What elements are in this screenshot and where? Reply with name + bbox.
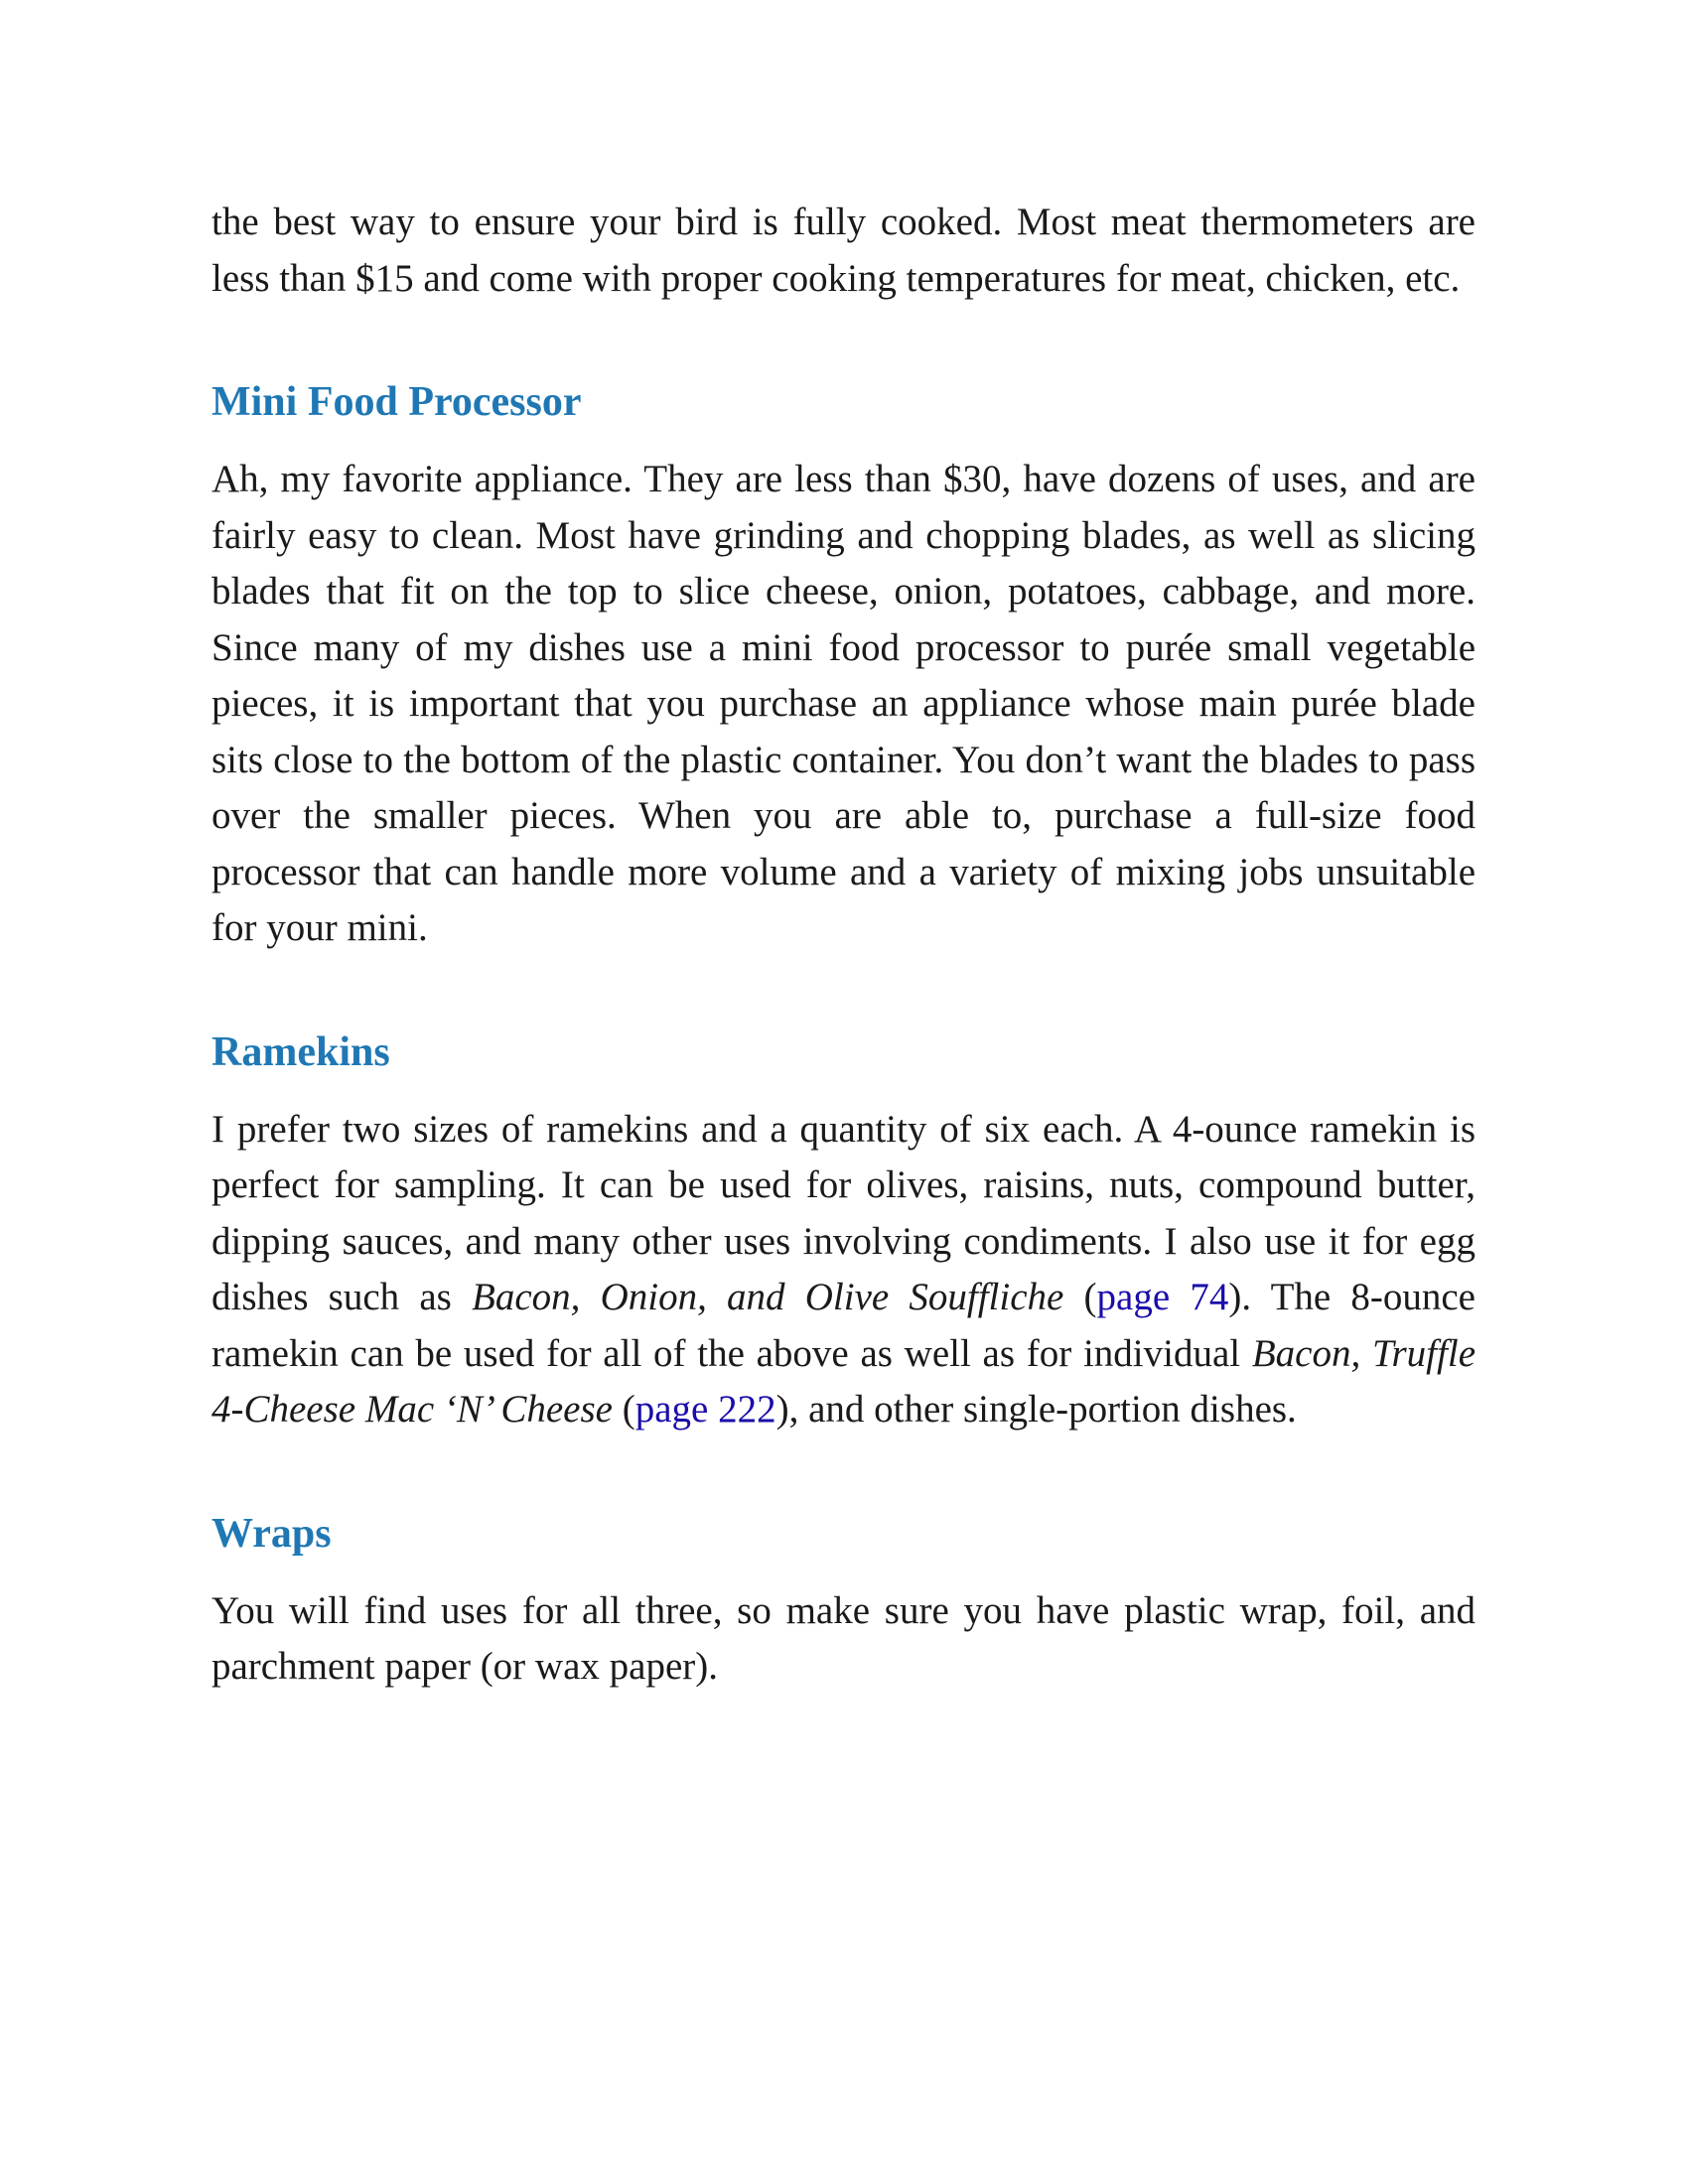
open-paren-1: ( — [1063, 1276, 1097, 1318]
heading-ramekins: Ramekins — [211, 1028, 390, 1075]
page-74-link[interactable]: page 74 — [1096, 1276, 1229, 1318]
wraps-paragraph: You will find uses for all three, so make sure you have plastic wrap, foil, and parchment paper (or wax paper). — [211, 1588, 1476, 1688]
page-content — [211, 195, 1476, 1696]
ramekins-text-1: I prefer two sizes of ramekins and a quantity of six each. A 4-ounce ramekin is perfect for sampling. It can be used for olives, raisins, nuts, compound butter, dipping sauces, and many other uses involving condiments. I also use it for egg dishes such as — [211, 1107, 1476, 1318]
heading-mini-food-processor: Mini Food Processor — [211, 379, 582, 425]
ramekins-text-3: ), and other single-portion dishes. — [775, 1388, 1297, 1431]
intro-paragraph: the best way to ensure your bird is fully cooked. Most meat thermometers are less than $15 and come with proper cooking temperatures for meat, chicken, etc. — [211, 201, 1476, 300]
open-paren-2: ( — [612, 1388, 635, 1431]
heading-wraps: Wraps — [211, 1510, 332, 1557]
page-222-link[interactable]: page 222 — [634, 1388, 776, 1431]
recipe-title-mac-n-cheese: Bacon, Truffle 4-Cheese Mac ‘N’ Cheese — [211, 1331, 1477, 1431]
ramekins-paragraph — [211, 1102, 1476, 1438]
ramekins-text-2: ). The 8-ounce ramekin can be used for all of the above as well as for individual — [211, 1276, 1476, 1375]
mini-food-processor-paragraph: Ah, my favorite appliance. They are less than $30, have dozens of uses, and are fairly easy to clean. Most have grinding and chopping blades, as well as slicing blades that fit on the top to slice cheese, onion, potatoes, cabbage, and more. Since many of my dishes use a mini food processor to purée small vegetable pieces, it is important that you purchase an appliance whose main purée blade sits close to the bottom of the plastic container. You don’t want the blades to pass over the smaller pieces. When you are able to, purchase a full-size food processor that can handle more volume and a variety of mixing jobs unsuitable for your mini. — [211, 458, 1476, 949]
recipe-title-souffliche: Bacon, Onion, and Olive Souffliche — [472, 1276, 1064, 1318]
